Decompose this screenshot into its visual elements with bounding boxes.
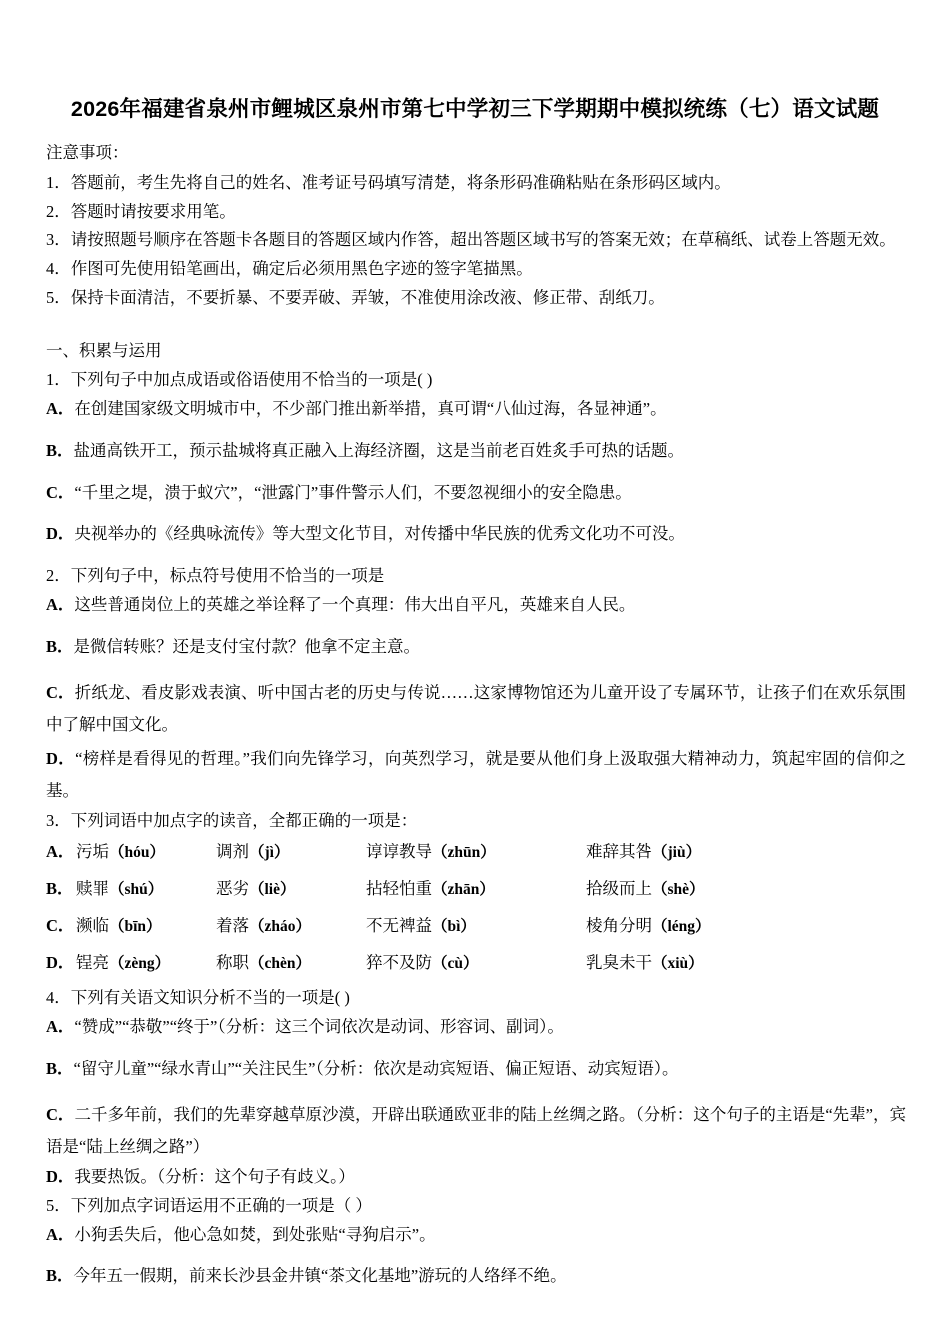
notice-item-3: 3．请按照题号顺序在答题卡各题目的答题区域内作答，超出答题区域书写的答案无效；在草稿纸、试卷上答题无效。 — [46, 230, 896, 250]
question-2-stem-text: 下列句子中，标点符号使用不恰当的一项是 — [70, 566, 385, 586]
pinyin-cell — [216, 912, 366, 949]
option-letter: D． — [46, 524, 75, 544]
pinyin: （xiù） — [652, 955, 704, 973]
question-1-stem — [46, 368, 906, 392]
table-row[interactable] — [46, 912, 711, 949]
option-letter: B． — [46, 879, 74, 899]
pinyin: （jì） — [249, 844, 290, 862]
option-letter: C． — [46, 482, 75, 502]
question-4-option-d[interactable] — [46, 1165, 906, 1190]
question-3-stem-text: 下列词语中加点字的读音，全都正确的一项是： — [70, 811, 418, 831]
pinyin-cell — [76, 838, 216, 875]
pinyin-cell — [366, 875, 586, 912]
pinyin-cell — [586, 949, 711, 986]
question-1-option-d[interactable] — [46, 522, 906, 547]
pinyin: （jiù） — [652, 844, 702, 862]
pinyin: （bīn） — [109, 918, 162, 936]
question-5-option-a[interactable] — [46, 1223, 906, 1248]
pinyin: （liè） — [249, 881, 296, 899]
notice-item-1: 1．答题前，考生先将自己的姓名、准考证号码填写清楚，将条形码准确粘贴在条形码区域内。 — [46, 173, 731, 193]
word: 赎罪 — [76, 879, 109, 899]
word: 猝不及防 — [366, 953, 432, 973]
question-2-stem — [46, 564, 906, 588]
pinyin-cell — [366, 949, 586, 986]
pinyin-cell — [76, 949, 216, 986]
table-row[interactable] — [46, 838, 711, 875]
option-text: “榜样是看得见的哲理。”我们向先锋学习，向英烈学习，就是要从他们身上汲取强大精神动力，筑起牢固的信仰之基。 — [46, 748, 906, 801]
notice-item-4: 4．作图可先使用铅笔画出，确定后必须用黑色字迹的签字笔描黑。 — [46, 259, 533, 278]
word: 谆谆教导 — [366, 842, 432, 862]
question-5-stem-text: 下列加点字词语运用不正确的一项是（ ） — [70, 1195, 372, 1215]
pinyin-cell — [76, 875, 216, 912]
pinyin-cell — [586, 838, 711, 875]
question-5-number: 5． — [46, 1195, 71, 1215]
pinyin-cell — [216, 949, 366, 986]
option-letter: A． — [46, 1224, 75, 1244]
option-text: 是微信转账？还是支付宝付款？他拿不定主意。 — [73, 636, 421, 656]
notice-item-5: 5．保持卡面清洁，不要折暴、不要弄破、弄皱，不准使用涂改液、修正带、刮纸刀。 — [46, 287, 665, 307]
word: 拾级而上 — [586, 879, 652, 899]
pinyin: （zhūn） — [432, 844, 496, 862]
option-letter: C． — [46, 916, 75, 936]
option-text: 央视举办的《经典咏流传》等大型文化节目，对传播中华民族的优秀文化功不可没。 — [74, 524, 685, 544]
word: 恶劣 — [216, 879, 249, 899]
option-letter: D． — [46, 953, 75, 973]
question-2-option-c[interactable] — [46, 677, 906, 741]
option-text: 盐通高铁开工，预示盐城将真正融入上海经济圈，这是当前老百姓炙手可热的话题。 — [73, 440, 685, 460]
word: 锃亮 — [76, 953, 109, 973]
pinyin-cell — [366, 912, 586, 949]
word: 不无裨益 — [366, 916, 432, 936]
word: 称职 — [216, 953, 249, 973]
word: 调剂 — [216, 842, 249, 862]
option-text: 小狗丢失后，他心急如焚，到处张贴“寻狗启示”。 — [74, 1224, 436, 1244]
question-4-number: 4． — [46, 988, 71, 1008]
option-letter: B． — [46, 636, 74, 656]
option-letter: C． — [46, 1104, 75, 1124]
pinyin: （zèng） — [109, 955, 171, 973]
pinyin: （zhān） — [432, 881, 495, 899]
table-row[interactable] — [46, 949, 711, 986]
pinyin: （shú） — [109, 881, 164, 899]
question-2-option-b[interactable] — [46, 635, 906, 660]
question-2-option-d[interactable] — [46, 743, 906, 807]
pinyin: （chèn） — [249, 955, 312, 973]
table-row[interactable] — [46, 875, 711, 912]
notice-item-2: 2．答题时请按要求用笔。 — [46, 201, 236, 221]
option-letter: B． — [46, 1058, 74, 1078]
section-heading-1: 一、积累与运用 — [46, 341, 162, 361]
question-4-stem — [46, 986, 906, 1010]
question-2-number: 2． — [46, 566, 71, 586]
question-3-stem — [46, 809, 906, 833]
pinyin-cell — [366, 838, 586, 875]
question-4-option-b[interactable] — [46, 1057, 906, 1082]
question-1-option-a[interactable] — [46, 397, 906, 422]
word: 棱角分明 — [586, 916, 652, 936]
option-text: 我要热饭。（分析：这个句子有歧义。） — [74, 1166, 355, 1186]
option-letter: B． — [46, 1266, 74, 1286]
question-5-stem — [46, 1194, 906, 1218]
option-letter: A． — [46, 842, 75, 862]
option-letter: C． — [46, 682, 75, 702]
word: 着落 — [216, 916, 249, 936]
option-text: 在创建国家级文明城市中，不少部门推出新举措，真可谓“八仙过海，各显神通”。 — [74, 399, 667, 419]
pinyin-cell — [216, 875, 366, 912]
page-title: 2026年福建省泉州市鲤城区泉州市第七中学初三下学期期中模拟统练（七）语文试题 — [70, 97, 880, 121]
option-letter: D． — [46, 1166, 75, 1186]
option-letter: A． — [46, 595, 75, 615]
pinyin: （bì） — [432, 918, 476, 936]
pinyin: （hóu） — [109, 844, 165, 862]
question-1-option-b[interactable] — [46, 439, 906, 464]
question-2-option-a[interactable] — [46, 593, 906, 618]
word: 污垢 — [76, 842, 109, 862]
question-3-pinyin-table — [46, 838, 711, 986]
question-1-option-c[interactable] — [46, 481, 906, 506]
option-letter: D． — [46, 748, 76, 768]
word: 拈轻怕重 — [366, 879, 432, 899]
pinyin-cell — [216, 838, 366, 875]
question-1-stem-text: 下列句子中加点成语或俗语使用不恰当的一项是( ) — [70, 370, 433, 390]
question-4-option-c[interactable] — [46, 1099, 906, 1163]
option-letter: B． — [46, 440, 74, 460]
pinyin-cell — [586, 875, 711, 912]
option-text: “千里之堤，溃于蚁穴”，“泄露门”事件警示人们，不要忽视细小的安全隐患。 — [74, 482, 632, 502]
option-letter: A． — [46, 399, 75, 419]
pinyin: （léng） — [652, 918, 711, 936]
question-3-number: 3． — [46, 811, 71, 831]
option-text: 这些普通岗位上的英雄之举诠释了一个真理：伟大出自平凡，英雄来自人民。 — [74, 595, 636, 615]
question-4-option-a[interactable] — [46, 1015, 906, 1040]
word: 乳臭未干 — [586, 953, 652, 973]
pinyin-cell — [586, 912, 711, 949]
notice-heading: 注意事项： — [46, 142, 129, 162]
question-4-stem-text: 下列有关语文知识分析不当的一项是( ) — [70, 988, 350, 1008]
question-1-number: 1． — [46, 370, 71, 390]
option-text: 二千多年前，我们的先辈穿越草原沙漠，开辟出联通欧亚非的陆上丝绸之路。（分析：这个句子的主语是“先辈”，宾语是“陆上丝绸之路”） — [46, 1104, 906, 1156]
option-text: “赞成”“恭敬”“终于”（分析：这三个词依次是动词、形容词、副词）。 — [74, 1017, 564, 1037]
option-letter: A． — [46, 1017, 75, 1037]
spacer — [44, 313, 906, 339]
option-text: “留守儿童”“绿水青山”“关注民生”（分析：依次是动宾短语、偏正短语、动宾短语）。 — [73, 1058, 679, 1078]
word: 濒临 — [76, 916, 109, 936]
option-text: 折纸龙、看皮影戏表演、听中国古老的历史与传说……这家博物馆还为儿童开设了专属环节，让孩子们在欢乐氛围中了解中国文化。 — [46, 682, 907, 734]
pinyin-cell — [76, 912, 216, 949]
pinyin: （cù） — [432, 955, 479, 973]
pinyin: （shè） — [652, 881, 705, 899]
word: 难辞其咎 — [586, 842, 652, 862]
question-5-option-b[interactable] — [46, 1264, 906, 1289]
pinyin: （zháo） — [249, 918, 312, 936]
option-text: 今年五一假期，前来长沙县金井镇“茶文化基地”游玩的人络绎不绝。 — [73, 1266, 567, 1286]
